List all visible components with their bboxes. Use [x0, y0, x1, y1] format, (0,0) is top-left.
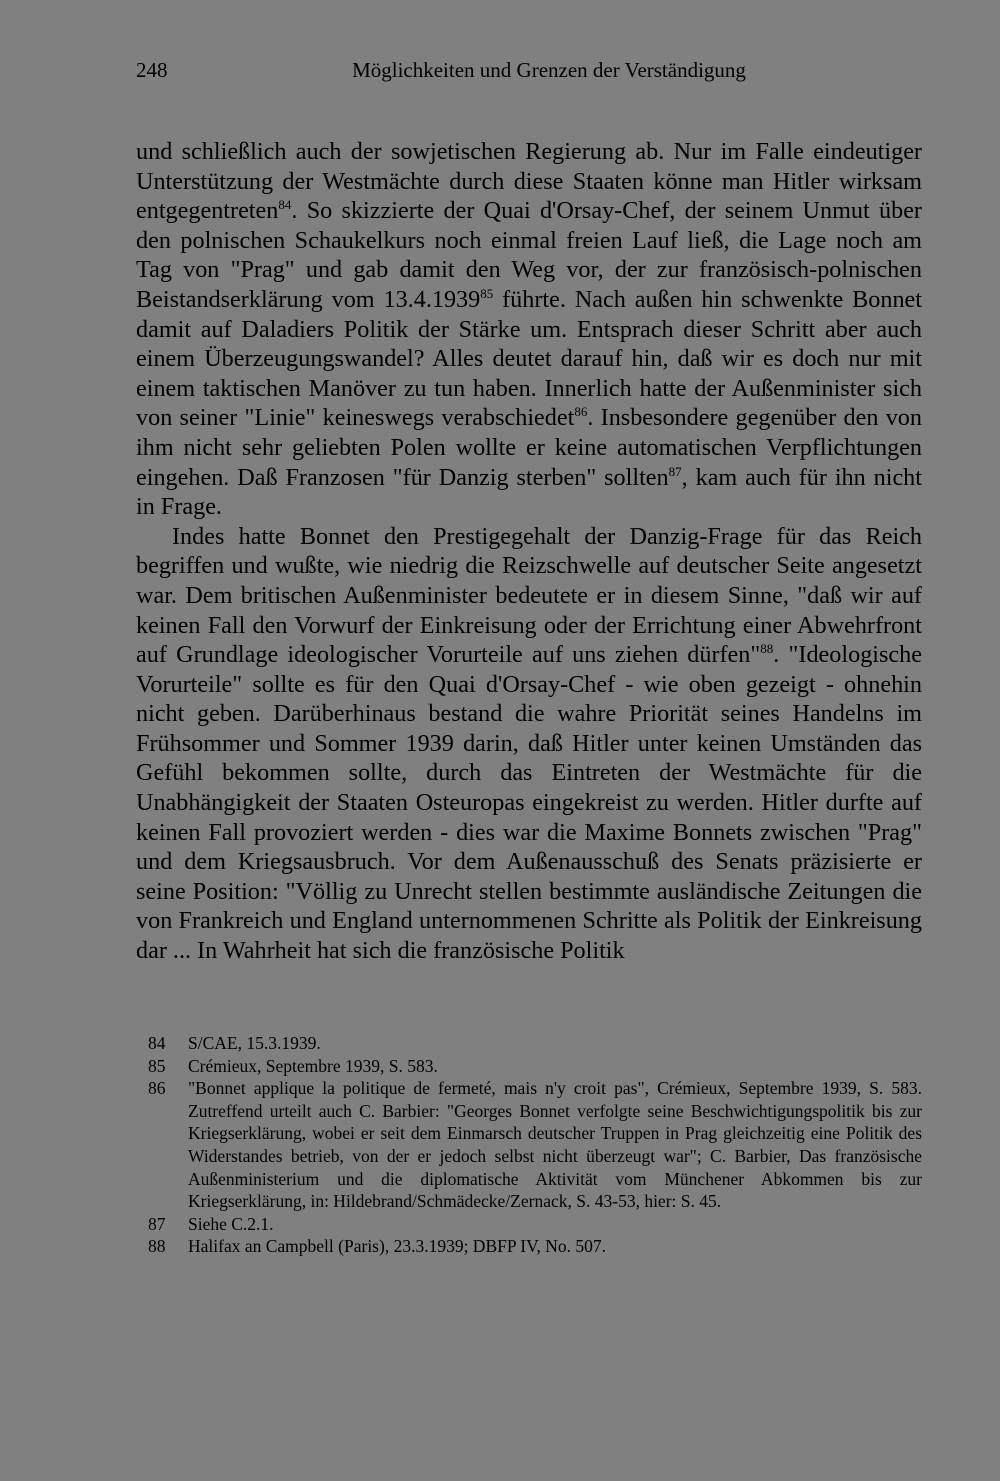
- footnote-number: 85: [148, 1055, 166, 1076]
- footnote-text: S/CAE, 15.3.1939.: [188, 1033, 321, 1053]
- footnotes: [148, 1032, 922, 1258]
- paragraph-1-text: . Insbesondere gegenüber den von ihm nicht sehr geliebten Polen wollte er keine automatischen Verpflichtungen eingehen. Daß Franzosen "für Danzig sterben" sollten: [136, 404, 922, 491]
- footnote-text: "Bonnet applique la politique de fermeté, mais n'y croit pas", Crémieux, Septembre 1939, S. 583. Zutreffend urteilt auch C. Barbier: "Georges Bonnet verfolgte seine Beschwichtigungspolitik bis zur Kriegserklärung, wobei er seit dem Einmarsch deutscher Truppen in Prag gleichzeitig eine Politik des Widerstandes betrieb, von der er jedoch selbst nicht überzeugt war"; C. Barbier, Das französische Außenministerium und die diplomatische Aktivität vom Münchener Abkommen bis zur Kriegserklärung, in: Hildebrand/Schmädecke/Zernack, S. 43-53, hier: S. 45.: [188, 1078, 922, 1212]
- paragraph-1-text: und schließlich auch der sowjetischen Regierung ab. Nur im Falle eindeutiger Unterstützung der Westmächte durch diese Staaten könne man Hitler wirksam entgegentreten: [136, 138, 922, 225]
- body-text: [136, 137, 922, 966]
- footnote: [148, 1055, 922, 1078]
- footnote: [148, 1213, 922, 1236]
- paragraph-1-text: führte. Nach außen hin schwenkte Bonnet damit auf Daladiers Politik der Stärke um. Entsprach dieser Schritt aber auch einem Überzeugungswandel? Alles deutet darauf hin, daß wir es doch nur mit einem taktischen Manöver zu tun haben. Innerlich hatte der Außenminister sich von seiner "Linie" keineswegs verabschiedet: [136, 285, 922, 432]
- running-title: Möglichkeiten und Grenzen der Verständigung: [352, 58, 746, 82]
- paragraph-2-text: . "Ideologische Vorurteile" sollte es für den Quai d'Orsay-Chef - wie oben gezeigt - ohnehin nicht geben. Darüberhinaus bestand die wahre Priorität seines Handelns im Frühsommer und Sommer 1939 darin, daß Hitler unter keinen Umständen das Gefühl bekommen sollte, durch das Eintreten der Westmächte für die Unabhängigkeit der Staaten Osteuropas eingekreist zu werden. Hitler durfte auf keinen Fall provoziert werden - dies war die Maxime Bonnets zwischen "Prag" und dem Kriegsausbruch. Vor dem Außenausschuß des Senats präzisierte er seine Position: "Völlig zu Unrecht stellen bestimmte ausländische Zeitungen die von Frankreich und England unternommenen Schritte als Politik der Einkreisung dar ... In Wahrheit hat sich die französische Politik: [136, 641, 922, 965]
- footnote-number: 88: [148, 1236, 166, 1257]
- footnote-text: Siehe C.2.1.: [188, 1213, 274, 1234]
- footnote: [148, 1077, 922, 1213]
- page-header: [136, 58, 922, 86]
- paragraph-2: [136, 522, 922, 966]
- paragraph-1-text: . So skizzierte der Quai d'Orsay-Chef, der seinem Unmut über den polnischen Schaukelkurs noch einmal freien Lauf ließ, die Lage noch am Tag von "Prag" und gab damit den Weg vor, der zur französisch-polnischen Beistandserklärung vom 13.4.1939: [136, 197, 922, 313]
- paragraph-2-text: Indes hatte Bonnet den Prestigegehalt der Danzig-Frage für das Reich begriffen und wußte, wie niedrig die Reizschwelle auf deutscher Seite angesetzt war. Dem britischen Außenminister bedeutete er in diesem Sinne, "daß wir auf keinen Fall den Vorwurf der Einkreisung oder der Errichtung einer Abwehrfront auf Grundlage ideologischer Vorurteile auf uns ziehen dürfen": [136, 522, 922, 669]
- footnote: [148, 1235, 922, 1258]
- footnote-text: Halifax an Campbell (Paris), 23.3.1939; DBFP IV, No. 507.: [188, 1236, 607, 1257]
- footnote-number: 87: [148, 1213, 166, 1234]
- paragraph-1: [136, 137, 922, 522]
- footnote-ref-85: 85: [480, 285, 494, 301]
- paragraph-1-text: , kam auch für ihn nicht in Frage.: [136, 463, 922, 521]
- footnote-ref-86: 86: [574, 404, 588, 420]
- footnote-ref-84: 84: [278, 197, 292, 213]
- footnote: [148, 1032, 922, 1055]
- footnote-ref-88: 88: [760, 641, 774, 657]
- footnote-ref-87: 87: [668, 463, 682, 479]
- footnote-number: 86: [148, 1078, 166, 1099]
- footnote-number: 84: [148, 1033, 166, 1053]
- footnote-text: Crémieux, Septembre 1939, S. 583.: [188, 1055, 438, 1076]
- page-number: 248: [136, 58, 168, 82]
